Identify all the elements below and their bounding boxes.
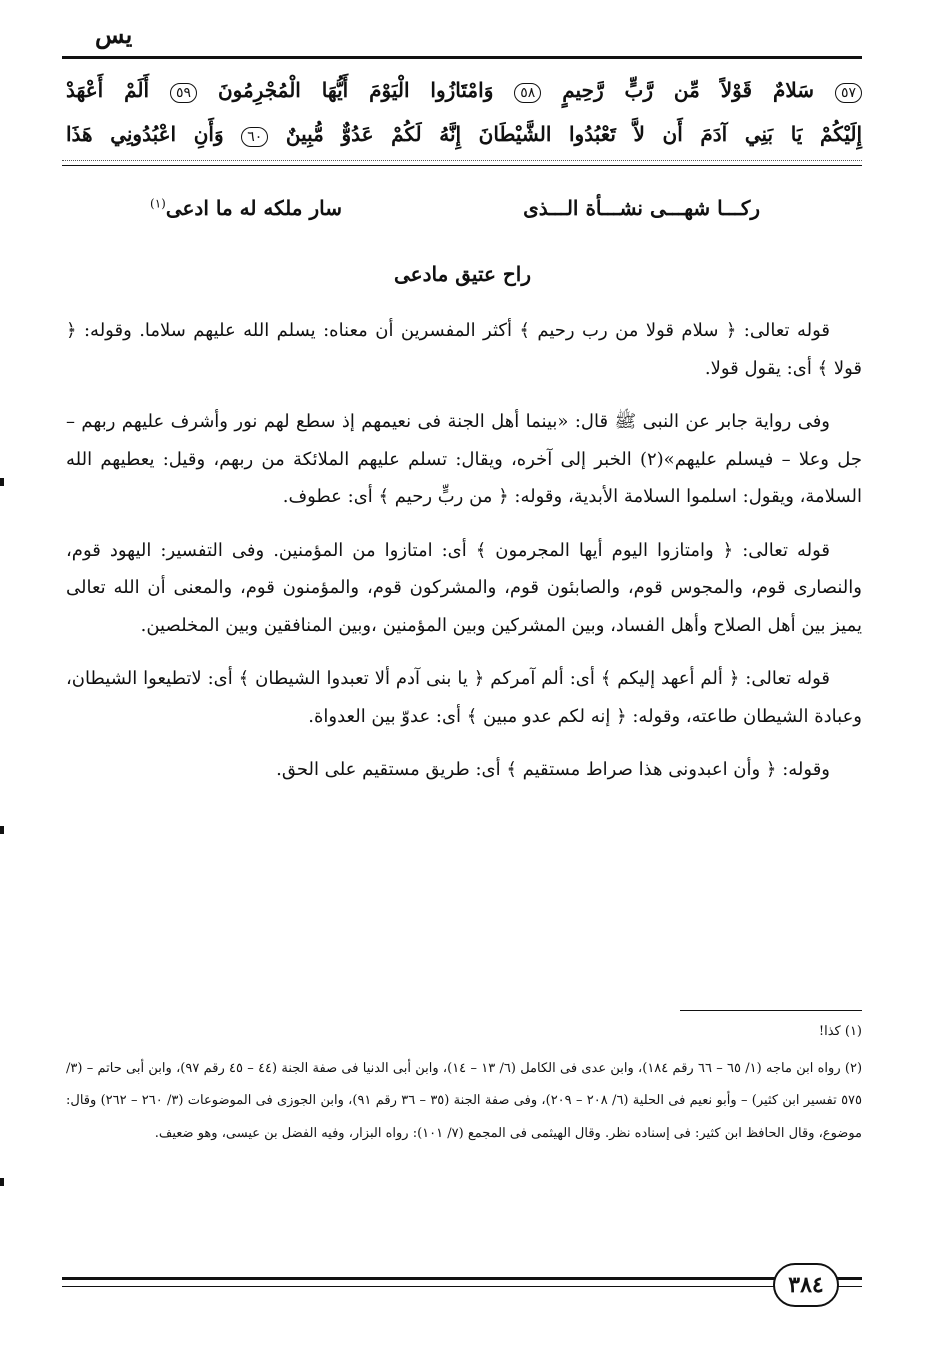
quran-verses	[66, 68, 862, 156]
quran-separator-dotted	[62, 160, 862, 161]
ayah-text: وَامْتَازُوا الْيَوْمَ أَيُّهَا الْمُجْرِمُونَ	[217, 78, 494, 102]
ayah-number-marker: ٥٧	[835, 83, 862, 103]
paragraph: قوله تعالى: ﴿ سلام قولا من رب رحيم ﴾ أكثر المفسرين أن معناه: يسلم الله عليهم سلاما. وقوله: ﴿ قولا ﴾ أى: يقول قولا.	[66, 320, 862, 379]
paragraph: وقوله: ﴿ وأن اعبدونى هذا صراط مستقيم ﴾ أى: طريق مستقيم على الحق.	[276, 759, 830, 780]
footer-rule-upper	[62, 1277, 862, 1280]
commentary-body	[66, 312, 862, 805]
footnote-separator	[680, 1010, 862, 1011]
quran-line-2	[66, 112, 862, 156]
header-rule	[62, 56, 862, 59]
ayah-number-marker: ٦٠	[241, 127, 268, 147]
scan-edge-mark	[0, 1178, 4, 1186]
footnote-2: (٢) رواه ابن ماجه (١/ ٦٥ – ٦٦ رقم ١٨٤)، وابن عدى فى الكامل (٦/ ١٣ – ١٤)، وابن أبى الدنيا فى صفة الجنة (٤٤ – ٤٥ رقم ٩٧)، وابن أبى حاتم – (٣/ ٥٧٥ تفسير ابن كثير) – وأبو نعيم فى الحلية (٦/ ٢٠٨ – ٢٠٩)، وفى صفة الجنة (٣٥ – ٣٦ رقم ٩١)، وابن الجوزى فى الموضوعات (٣/ ٢٦٠ – ٢٦٢) وقال: موضوع، وقال الحافظ ابن كثير: فى إسناده نظر. وقال الهيثمى فى المجمع (٧/ ١٠١): رواه البزار، وفيه الفضل بن عيسى، وهو ضعيف.	[66, 1060, 863, 1141]
ayah-text: سَلامٌ قَوْلاً مِّن رَّبٍّ رَّحِيمٍ	[562, 78, 815, 102]
footnote-1: (١) كذا!	[818, 1024, 862, 1039]
ayah-number-marker: ٥٨	[514, 83, 541, 103]
quran-line-1	[66, 68, 862, 112]
footer-rule-lower	[62, 1286, 862, 1287]
page-number: ٣٨٤	[773, 1263, 839, 1307]
poem-verse	[150, 196, 760, 220]
ayah-text: إِلَيْكُمْ يَا بَنِي آدَمَ أَن لاَّ تَعْبُدُوا الشَّيْطَانَ إِنَّهُ لَكُمْ عَدُوٌّ مُّبِينٌ	[285, 122, 862, 146]
footnotes	[66, 1016, 862, 1150]
quran-separator	[62, 165, 862, 166]
footnote-ref: (١)	[150, 196, 166, 211]
scan-edge-mark	[0, 478, 4, 486]
ayah-number-marker: ٥٩	[170, 83, 197, 103]
poem-center-line: راح عتيق مادعى	[393, 262, 532, 286]
paragraph: قوله تعالى: ﴿ ألم أعهد إليكم ﴾ أى: ألم آمركم ﴿ يا بنى آدم ألا تعبدوا الشيطان ﴾ أى: لاتطيعوا الشيطان، وعبادة الشيطان طاعته، وقوله: ﴿ إنه لكم عدو مبين ﴾ أى: عدوّ بين العدواة.	[66, 668, 862, 727]
paragraph: وفى رواية جابر عن النبى ﷺ قال: «بينما أهل الجنة فى نعيمهم إذ سطع لهم نور وأشرف عليهم ربهم – جل وعلا – فيسلم عليهم»(٢) الخبر إلى آخره، ويقال: تسلم عليهم الملائكة من ربهم، وقيل: يعطيهم الله السلامة، ويقول: اسلموا السلامة الأبدية، وقوله: ﴿ من ربٍّ رحيم ﴾ أى: عطوف.	[66, 411, 862, 507]
ayah-text: وَأَنِ اعْبُدُونِي هَذَا	[66, 122, 224, 146]
paragraph: قوله تعالى: ﴿ وامتازوا اليوم أيها المجرمون ﴾ أى: امتازوا من المؤمنين. وفى التفسير: اليهود قوم، والنصارى قوم، والمجوس قوم، والصابئون قوم، والمشركون قوم، والمؤمنون قوم، والمعنى أن الله تعالى يميز بين أهل الصلاح وأهل الفساد، وبين المشركين وبين المؤمنين ،وبين المنافقين وبين المخلصين.	[66, 539, 862, 636]
poem-left-hemistich: سار ملكه له ما ادعى$^{(١)}$	[150, 196, 342, 220]
running-header-sura-name: يس	[95, 20, 133, 49]
scan-edge-mark	[0, 826, 4, 834]
poem-right-hemistich: ركـــا شهـــى نشـــأة الـــذى	[523, 196, 760, 220]
ayah-text: أَلَمْ أَعْهَدْ	[66, 78, 150, 102]
